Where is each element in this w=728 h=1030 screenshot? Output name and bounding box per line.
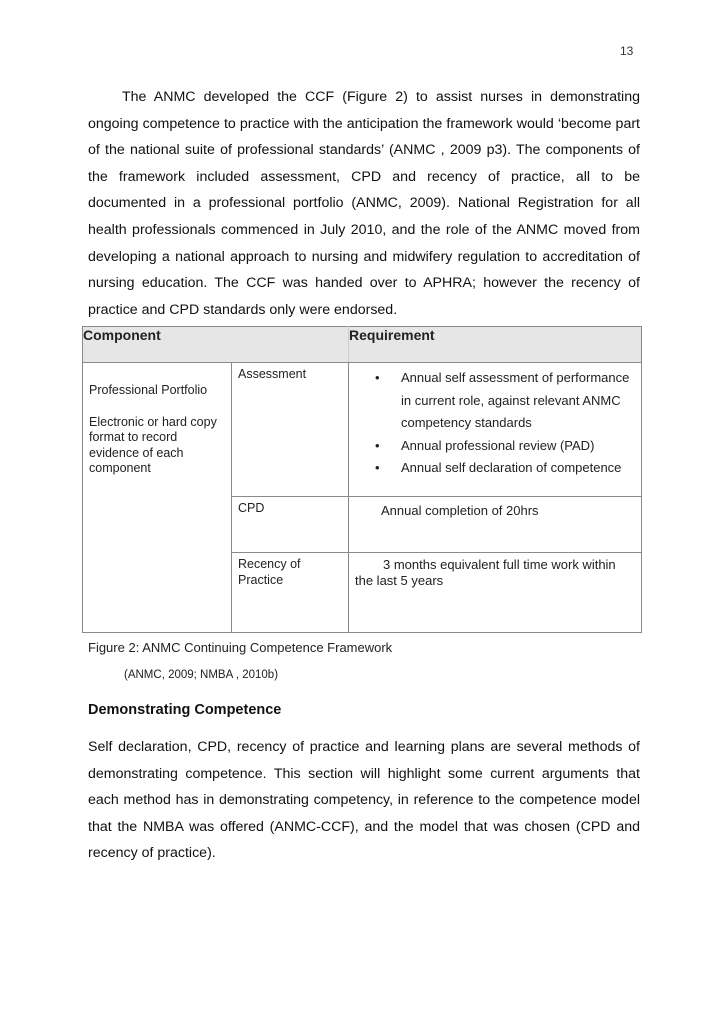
section-paragraph: Self declaration, CPD, recency of practice and learning plans are several methods of demonstrating competence. This section will highlight some current arguments that each method has in demonstrating competency, in reference to the competence model that the NMBA was offered (ANMC-CCF), and the model that was chosen (CPD and recency of practice). — [88, 739, 640, 862]
recency-requirement-text: 3 months equivalent full time work within the last 5 years — [355, 557, 616, 588]
intro-paragraph: The ANMC developed the CCF (Figure 2) to assist nurses in demonstrating ongoing competence to practice with the anticipation the framework would ‘become part of the national suite of professional standards’ (ANMC , 2009 p3). The components of the framework included assessment, CPD and recency of practice, all to be documented in a professional portfolio (ANMC, 2009). National Registration for all health professionals commenced in July 2010, and the role of the ANMC moved from developing a national approach to nursing and midwifery regulation to accreditation of nursing education. The CCF was handed over to APHRA; however the recency of practice and CPD standards only were endorsed. — [88, 89, 640, 318]
assessment-bullet-list — [355, 367, 635, 480]
figure-source: (ANMC, 2009; NMBA , 2010b) — [124, 669, 279, 681]
bullet-icon: • — [375, 370, 380, 385]
row-label-cpd: CPD — [232, 497, 349, 553]
page-number: 13 — [620, 44, 634, 58]
bullet-icon: • — [375, 437, 380, 453]
header-component: Component — [83, 327, 349, 363]
component-note: Electronic or hard copy format to record evidence of each component — [89, 414, 217, 475]
list-item: • Annual self assessment of performance in current role, against relevant ANMC competency standards — [355, 367, 635, 435]
cpd-requirement-text: Annual completion of 20hrs — [381, 503, 539, 518]
requirement-recency — [349, 553, 642, 633]
component-title: Professional Portfolio — [89, 383, 208, 397]
row-label-recency: Recency of Practice — [232, 553, 349, 633]
table-row — [83, 363, 642, 497]
component-cell — [83, 363, 232, 633]
list-item: • Annual professional review (PAD) — [355, 435, 635, 458]
bullet-icon: • — [375, 460, 380, 475]
table-header-row — [83, 327, 642, 363]
requirement-assessment — [349, 363, 642, 497]
header-requirement: Requirement — [349, 327, 642, 363]
section-heading: Demonstrating Competence — [88, 702, 282, 718]
row-label-assessment: Assessment — [232, 363, 349, 497]
ccf-table — [82, 326, 642, 633]
figure-caption: Figure 2: ANMC Continuing Competence Framework — [88, 640, 393, 655]
requirement-cpd — [349, 497, 642, 553]
list-item: • Annual self declaration of competence — [355, 457, 635, 480]
